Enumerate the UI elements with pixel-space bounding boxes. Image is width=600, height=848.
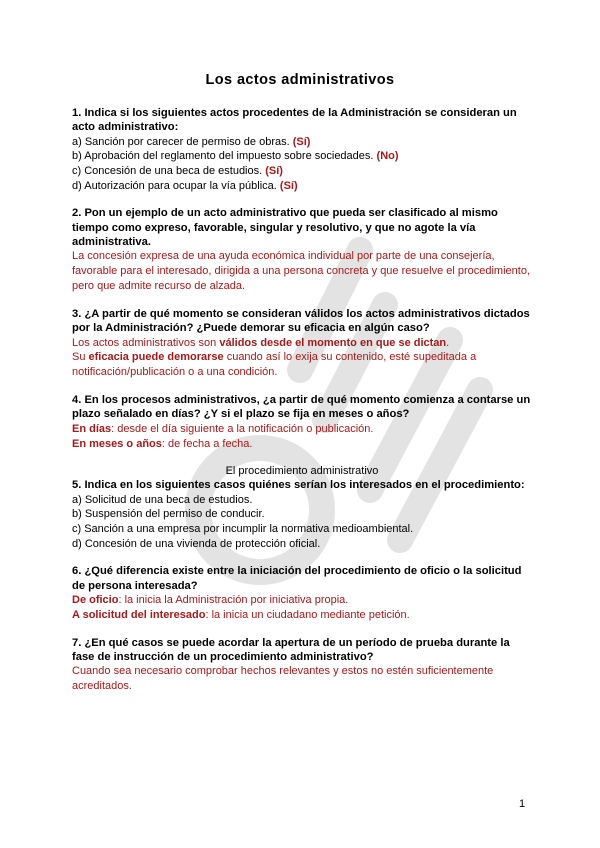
page-number: 1 <box>519 798 526 810</box>
question-7 <box>72 636 532 694</box>
item-text: c) Concesión de una beca de estudios. <box>72 165 266 177</box>
page-title: Los actos administrativos <box>205 72 395 88</box>
document-body <box>72 106 532 707</box>
answer-emphasis: eficacia puede demorarse <box>88 351 224 364</box>
answer-fragment: : la inicia un ciudadano mediante petición. <box>205 608 410 621</box>
answer-text <box>72 437 532 452</box>
question-text: 5. Indica en los siguientes casos quiénes serían los interesados en el procedimiento: <box>72 479 525 492</box>
question-5 <box>72 464 532 551</box>
question-text: 7. ¿En qué casos se puede acordar la apertura de un período de prueba durante la fase de instrucción de un procedimiento administrativo? <box>72 636 510 663</box>
item-text: d) Autorización para ocupar la vía pública. <box>72 179 280 192</box>
answer-fragment: : desde el día siguiente a la notificación o publicación. <box>111 422 374 435</box>
list-item <box>72 179 532 194</box>
answer-text <box>72 422 532 437</box>
list-item <box>72 149 532 164</box>
answer-text <box>72 608 532 623</box>
item-text: a) Sanción por carecer de permiso de obras. <box>72 135 293 148</box>
section-heading: El procedimiento administrativo <box>225 465 379 478</box>
answer-emphasis: En días <box>72 422 112 435</box>
answer-fragment: Su <box>72 351 89 364</box>
answer-tag: (Sí) <box>279 179 298 192</box>
question-1 <box>72 106 532 193</box>
answer-fragment: . <box>446 336 450 349</box>
question-3 <box>72 307 532 380</box>
answer-tag: (Sí) <box>265 165 283 177</box>
answer-fragment: Los actos administrativos son <box>72 336 220 349</box>
question-text: 6. ¿Qué diferencia existe entre la iniciación del procedimiento de oficio o la solicitud de persona interesada? <box>72 565 522 592</box>
item-text: b) Aprobación del reglamento del impuesto sobre sociedades. <box>72 150 377 163</box>
question-4 <box>72 393 532 451</box>
answer-fragment: cuando así lo exija su contenido, esté supeditada a notificación/publicación o a una condición. <box>72 351 477 379</box>
answer-emphasis: válidos desde el momento en que se dictan <box>219 336 447 349</box>
answer-emphasis: De oficio <box>72 594 119 606</box>
answer-text <box>72 350 532 380</box>
answer-text: Cuando sea necesario comprobar hechos relevantes y estos no estén suficientemente acreditados. <box>72 665 494 693</box>
answer-text <box>72 336 532 351</box>
list-item: c) Sanción a una empresa por incumplir la normativa medioambiental. <box>72 523 414 535</box>
question-6 <box>72 564 532 622</box>
answer-fragment: : de fecha a fecha. <box>161 437 253 450</box>
list-item <box>72 135 532 150</box>
answer-emphasis: En meses o años <box>72 437 162 450</box>
list-item <box>72 164 532 179</box>
answer-text <box>72 593 532 608</box>
answer-emphasis: A solicitud del interesado <box>72 608 206 621</box>
question-text: 4. En los procesos administrativos, ¿a partir de qué momento comienza a contarse un plazo señalado en días? ¿Y si el plazo se fija en meses o años? <box>72 394 531 421</box>
question-text: 3. ¿A partir de qué momento se consideran válidos los actos administrativos dictados por la Administración? ¿Puede demorar su eficacia en algún caso? <box>72 307 530 335</box>
question-text: 1. Indica si los siguientes actos procedentes de la Administración se consideran un acto administrativo: <box>72 107 517 134</box>
question-text: 2. Pon un ejemplo de un acto administrativo que pueda ser clasificado al mismo tiempo como expreso, favorable, singular y resolutivo, y que no agote la vía administrativa. <box>72 207 498 248</box>
answer-tag: (Sí) <box>292 135 311 148</box>
list-item: b) Suspensión del permiso de conducir. <box>72 508 265 521</box>
list-item: d) Concesión de una vivienda de protección oficial. <box>72 537 321 550</box>
list-item: a) Solicitud de una beca de estudios. <box>72 493 253 506</box>
answer-tag: (No) <box>376 150 399 163</box>
question-2 <box>72 206 532 294</box>
answer-text: La concesión expresa de una ayuda económica individual por parte de una consejería, favorable para el interesado, dirigida a una persona concreta y que resuelve el procedimiento, pero que admite recurso de alzada. <box>72 250 531 292</box>
answer-fragment: : la inicia la Administración por iniciativa propia. <box>118 594 349 606</box>
